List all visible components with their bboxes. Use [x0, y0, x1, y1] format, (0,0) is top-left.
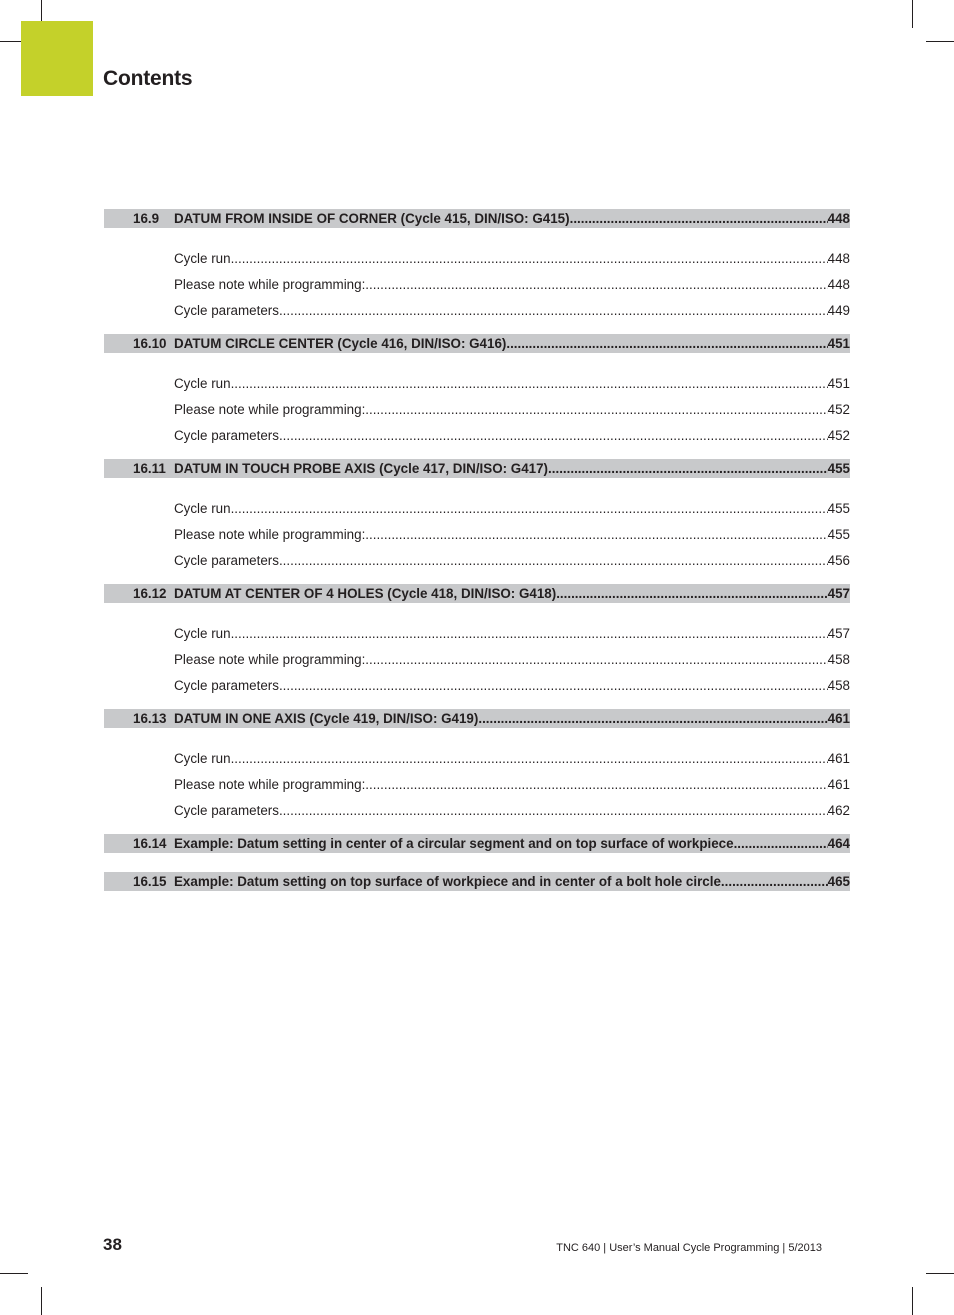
toc-entry[interactable]	[104, 396, 850, 422]
dot-leader	[365, 527, 827, 542]
toc-entry[interactable]	[104, 521, 850, 547]
crop-mark	[912, 0, 913, 28]
section-page: 465	[827, 874, 850, 889]
toc-section[interactable]	[104, 584, 850, 603]
section-title: DATUM IN TOUCH PROBE AXIS (Cycle 417, DIN/ISO: G417)	[174, 461, 549, 476]
toc-entry[interactable]	[104, 672, 850, 698]
dot-leader	[231, 501, 828, 516]
dot-leader	[279, 553, 828, 568]
entry-title: Please note while programming:	[174, 276, 366, 292]
toc-section[interactable]	[104, 209, 850, 228]
section-number: 16.9	[133, 211, 160, 226]
crop-mark	[926, 1273, 954, 1274]
entry-title: Please note while programming:	[174, 526, 366, 542]
entry-page: 458	[827, 677, 850, 693]
toc-entry[interactable]	[104, 297, 850, 323]
entry-page: 462	[827, 802, 850, 818]
dot-leader	[365, 652, 827, 667]
section-title: Example: Datum setting in center of a circular segment and on top surface of workpiece	[174, 836, 734, 851]
entry-page: 448	[827, 250, 850, 266]
entry-page: 448	[827, 276, 850, 292]
entry-page: 455	[827, 526, 850, 542]
footer-text: TNC 640 | User’s Manual Cycle Programming | 5/2013	[556, 1242, 822, 1254]
section-title: DATUM CIRCLE CENTER (Cycle 416, DIN/ISO: G416)	[174, 336, 507, 351]
crop-mark	[41, 1287, 42, 1315]
toc-section[interactable]	[104, 709, 850, 728]
table-of-contents	[104, 209, 850, 910]
entry-page: 458	[827, 651, 850, 667]
toc-entry[interactable]	[104, 646, 850, 672]
crop-mark	[926, 41, 954, 42]
entry-title: Please note while programming:	[174, 651, 366, 667]
entry-title: Cycle parameters	[174, 677, 279, 693]
section-title: DATUM AT CENTER OF 4 HOLES (Cycle 418, DIN/ISO: G418)	[174, 586, 557, 601]
crop-mark	[912, 1287, 913, 1315]
entry-page: 461	[827, 750, 850, 766]
crop-mark	[0, 1273, 28, 1274]
entry-page: 452	[827, 401, 850, 417]
section-number: 16.14	[133, 836, 167, 851]
dot-leader	[365, 777, 827, 792]
entry-title: Cycle run	[174, 250, 231, 266]
section-page: 464	[827, 836, 850, 851]
toc-entry[interactable]	[104, 620, 850, 646]
section-page: 451	[827, 336, 850, 351]
section-page: 455	[827, 461, 850, 476]
dot-leader	[231, 751, 828, 766]
section-page: 461	[827, 711, 850, 726]
entry-title: Cycle parameters	[174, 802, 279, 818]
toc-section[interactable]	[104, 459, 850, 478]
toc-section[interactable]	[104, 834, 850, 853]
entry-page: 455	[827, 500, 850, 516]
dot-leader	[506, 336, 827, 351]
toc-entry[interactable]	[104, 495, 850, 521]
section-number: 16.12	[133, 586, 167, 601]
section-title: DATUM FROM INSIDE OF CORNER (Cycle 415, DIN/ISO: G415)	[174, 211, 570, 226]
dot-leader	[365, 402, 827, 417]
entry-page: 457	[827, 625, 850, 641]
entry-page: 456	[827, 552, 850, 568]
dot-leader	[556, 586, 827, 601]
toc-entry[interactable]	[104, 771, 850, 797]
dot-leader	[231, 626, 828, 641]
entry-title: Cycle run	[174, 625, 231, 641]
entry-page: 461	[827, 776, 850, 792]
entry-page: 449	[827, 302, 850, 318]
entry-title: Cycle parameters	[174, 427, 279, 443]
toc-section[interactable]	[104, 334, 850, 353]
dot-leader	[721, 874, 828, 889]
entry-title: Cycle run	[174, 375, 231, 391]
entry-title: Cycle parameters	[174, 552, 279, 568]
toc-entry[interactable]	[104, 245, 850, 271]
chapter-tab	[21, 21, 93, 96]
toc-entry[interactable]	[104, 745, 850, 771]
toc-section[interactable]	[104, 872, 850, 891]
section-page: 448	[827, 211, 850, 226]
page-number: 38	[103, 1235, 122, 1254]
dot-leader	[279, 428, 828, 443]
section-number: 16.11	[133, 461, 166, 476]
page-title: Contents	[103, 67, 193, 90]
dot-leader	[279, 803, 828, 818]
section-title: DATUM IN ONE AXIS (Cycle 419, DIN/ISO: G419)	[174, 711, 479, 726]
section-number: 16.13	[133, 711, 167, 726]
entry-page: 452	[827, 427, 850, 443]
dot-leader	[734, 836, 828, 851]
section-number: 16.10	[133, 336, 167, 351]
dot-leader	[365, 277, 827, 292]
dot-leader	[231, 376, 828, 391]
entry-title: Please note while programming:	[174, 401, 366, 417]
entry-title: Cycle run	[174, 500, 231, 516]
toc-entry[interactable]	[104, 271, 850, 297]
dot-leader	[478, 711, 827, 726]
dot-leader	[279, 678, 828, 693]
dot-leader	[570, 211, 828, 226]
toc-entry[interactable]	[104, 370, 850, 396]
dot-leader	[279, 303, 828, 318]
section-number: 16.15	[133, 874, 167, 889]
toc-entry[interactable]	[104, 797, 850, 823]
entry-title: Cycle run	[174, 750, 231, 766]
section-page: 457	[827, 586, 850, 601]
toc-entry[interactable]	[104, 547, 850, 573]
entry-page: 451	[827, 375, 850, 391]
dot-leader	[231, 251, 828, 266]
entry-title: Please note while programming:	[174, 776, 366, 792]
dot-leader	[548, 461, 828, 476]
toc-entry[interactable]	[104, 422, 850, 448]
section-title: Example: Datum setting on top surface of workpiece and in center of a bolt hole circle	[174, 874, 721, 889]
entry-title: Cycle parameters	[174, 302, 279, 318]
